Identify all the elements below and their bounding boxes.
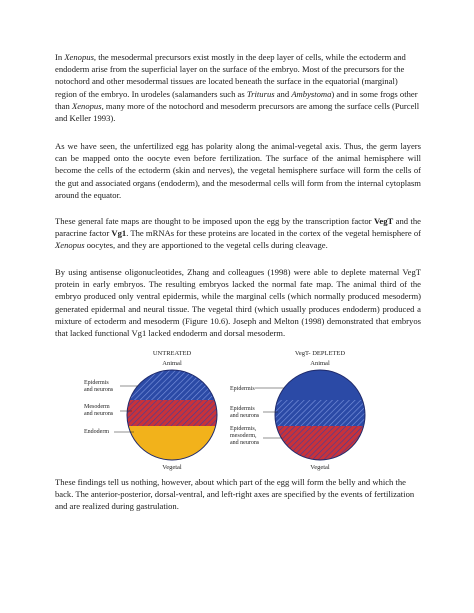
fate-map-svg bbox=[58, 346, 388, 471]
untreated-label-3 bbox=[84, 429, 134, 435]
depleted-label-2 bbox=[230, 406, 278, 419]
p3-run-5: Xenopus bbox=[55, 240, 85, 251]
svg-text:Epidermis,mesoderm,and neurons: Epidermis, mesoderm, and neurons bbox=[230, 426, 260, 446]
svg-text:Mesodermand neurons: Mesoderm and neurons bbox=[84, 404, 114, 417]
svg-text:Epidermis: Epidermis bbox=[230, 386, 255, 392]
p3-run-6: oocytes, and they are apportioned to the vegetal cells during cleavage. bbox=[84, 240, 328, 251]
depleted-label-3 bbox=[230, 426, 282, 446]
p1-run-6: ) and in some frogs other than bbox=[55, 88, 418, 111]
p3-run-4: . The mRNAs for these proteins are located in the cortex of the vegetal hemisphere of bbox=[126, 228, 421, 239]
p1-run-2: , the mesodermal precursors exist mostly in the deep layer of cells, while the ectoderm and endoderm arise from the superficial layer on the surface of the embryo. Most of the precursors for the notochord and other mesodermal tissues are located beneath the surface in the equatorial (marginal) region of the embryo. In urodeles (salamanders such as bbox=[55, 52, 406, 99]
svg-text:Epidermisand neurons: Epidermis and neurons bbox=[230, 406, 260, 419]
untreated-layer-endoderm bbox=[127, 426, 217, 460]
p1-run-7: Xenopus bbox=[71, 100, 102, 111]
p3-run-2: and the paracrine factor bbox=[55, 216, 421, 239]
p1-run-3: Triturus bbox=[246, 88, 275, 99]
untreated-label-1 bbox=[84, 380, 138, 393]
p3-run-0: These general fate maps are thought to be imposed upon the egg by the transcription factor bbox=[55, 216, 374, 226]
paragraph-3 bbox=[55, 215, 421, 252]
p1-run-8: , many more of the notochord and mesoderm precursors are among the surface cells (Purcell and Keller 1993). bbox=[55, 100, 420, 124]
untreated-animal-label: Animal bbox=[162, 360, 182, 367]
untreated-vegetal-label: Vegetal bbox=[162, 464, 182, 471]
depleted-layer-mixed bbox=[275, 426, 365, 460]
p4-run-0: By using antisense oligonucleotides, Zhang and colleagues (1998) were able to deplete maternal VegT protein in early embryos. The resulting embryos lacked the normal fate map. The animal third of the embryo produced only ventral epidermis, while the marginal cells (which normally produced mesoderm) generated epidermal and neural tissue. The vegetal third (which usually produces endoderm) produced a mixture of ectoderm and mesoderm (Figure 10.6). Joseph and Melton (1998) demonstrated that embryos that lacked functional Vg1 lacked endoderm and dorsal mesoderm. bbox=[55, 267, 421, 339]
p1-run-4: and bbox=[274, 88, 292, 99]
untreated-layer-mesoderm bbox=[127, 400, 217, 426]
p1-run-5: Ambystoma bbox=[291, 88, 332, 99]
paragraph-5 bbox=[55, 476, 421, 513]
svg-text:Epidermisand neurons: Epidermis and neurons bbox=[84, 380, 114, 393]
p5-run-0: These findings tell us nothing, however, about which part of the egg will form the belly and which the back. The anterior-posterior, dorsal-ventral, and left-right axes are specified by the events of fertilization and are realized during gastrulation. bbox=[55, 477, 415, 512]
paragraph-2 bbox=[55, 140, 421, 201]
untreated-title: UNTREATED bbox=[152, 350, 192, 357]
figure-fate-map bbox=[58, 346, 388, 471]
paragraph-4 bbox=[55, 266, 421, 339]
p1-run-0: In bbox=[55, 52, 65, 62]
depleted-layer-epidermis bbox=[275, 370, 365, 400]
p2-run-0: As we have seen, the unfertilized egg has polarity along the animal-vegetal axis. Thus, the germ layers can be mapped onto the oocyte even before fertilization. The surface of the animal hemisphere will become the cells of the ectoderm (skin and nerves), the vegetal hemisphere surface will form the cells of the gut and associated organs (endoderm), and the mesodermal cells will form from the internal cytoplasm around the equator. bbox=[55, 141, 421, 200]
p3-run-3: Vg1 bbox=[111, 228, 127, 239]
depleted-label-1 bbox=[230, 386, 284, 392]
untreated-layer-ectoderm bbox=[127, 370, 217, 400]
p1-run-1: Xenopus bbox=[64, 52, 94, 62]
paragraph-1 bbox=[55, 51, 421, 124]
depleted-vegetal-label: Vegetal bbox=[310, 464, 330, 471]
svg-text:Endoderm: Endoderm bbox=[84, 429, 109, 435]
depleted-title: VegT- DEPLETED bbox=[294, 350, 346, 357]
depleted-animal-label: Animal bbox=[310, 360, 330, 367]
untreated-label-2 bbox=[84, 404, 132, 417]
p3-run-1: VegT bbox=[373, 216, 394, 226]
depleted-layer-epidermis-neurons bbox=[275, 400, 365, 426]
